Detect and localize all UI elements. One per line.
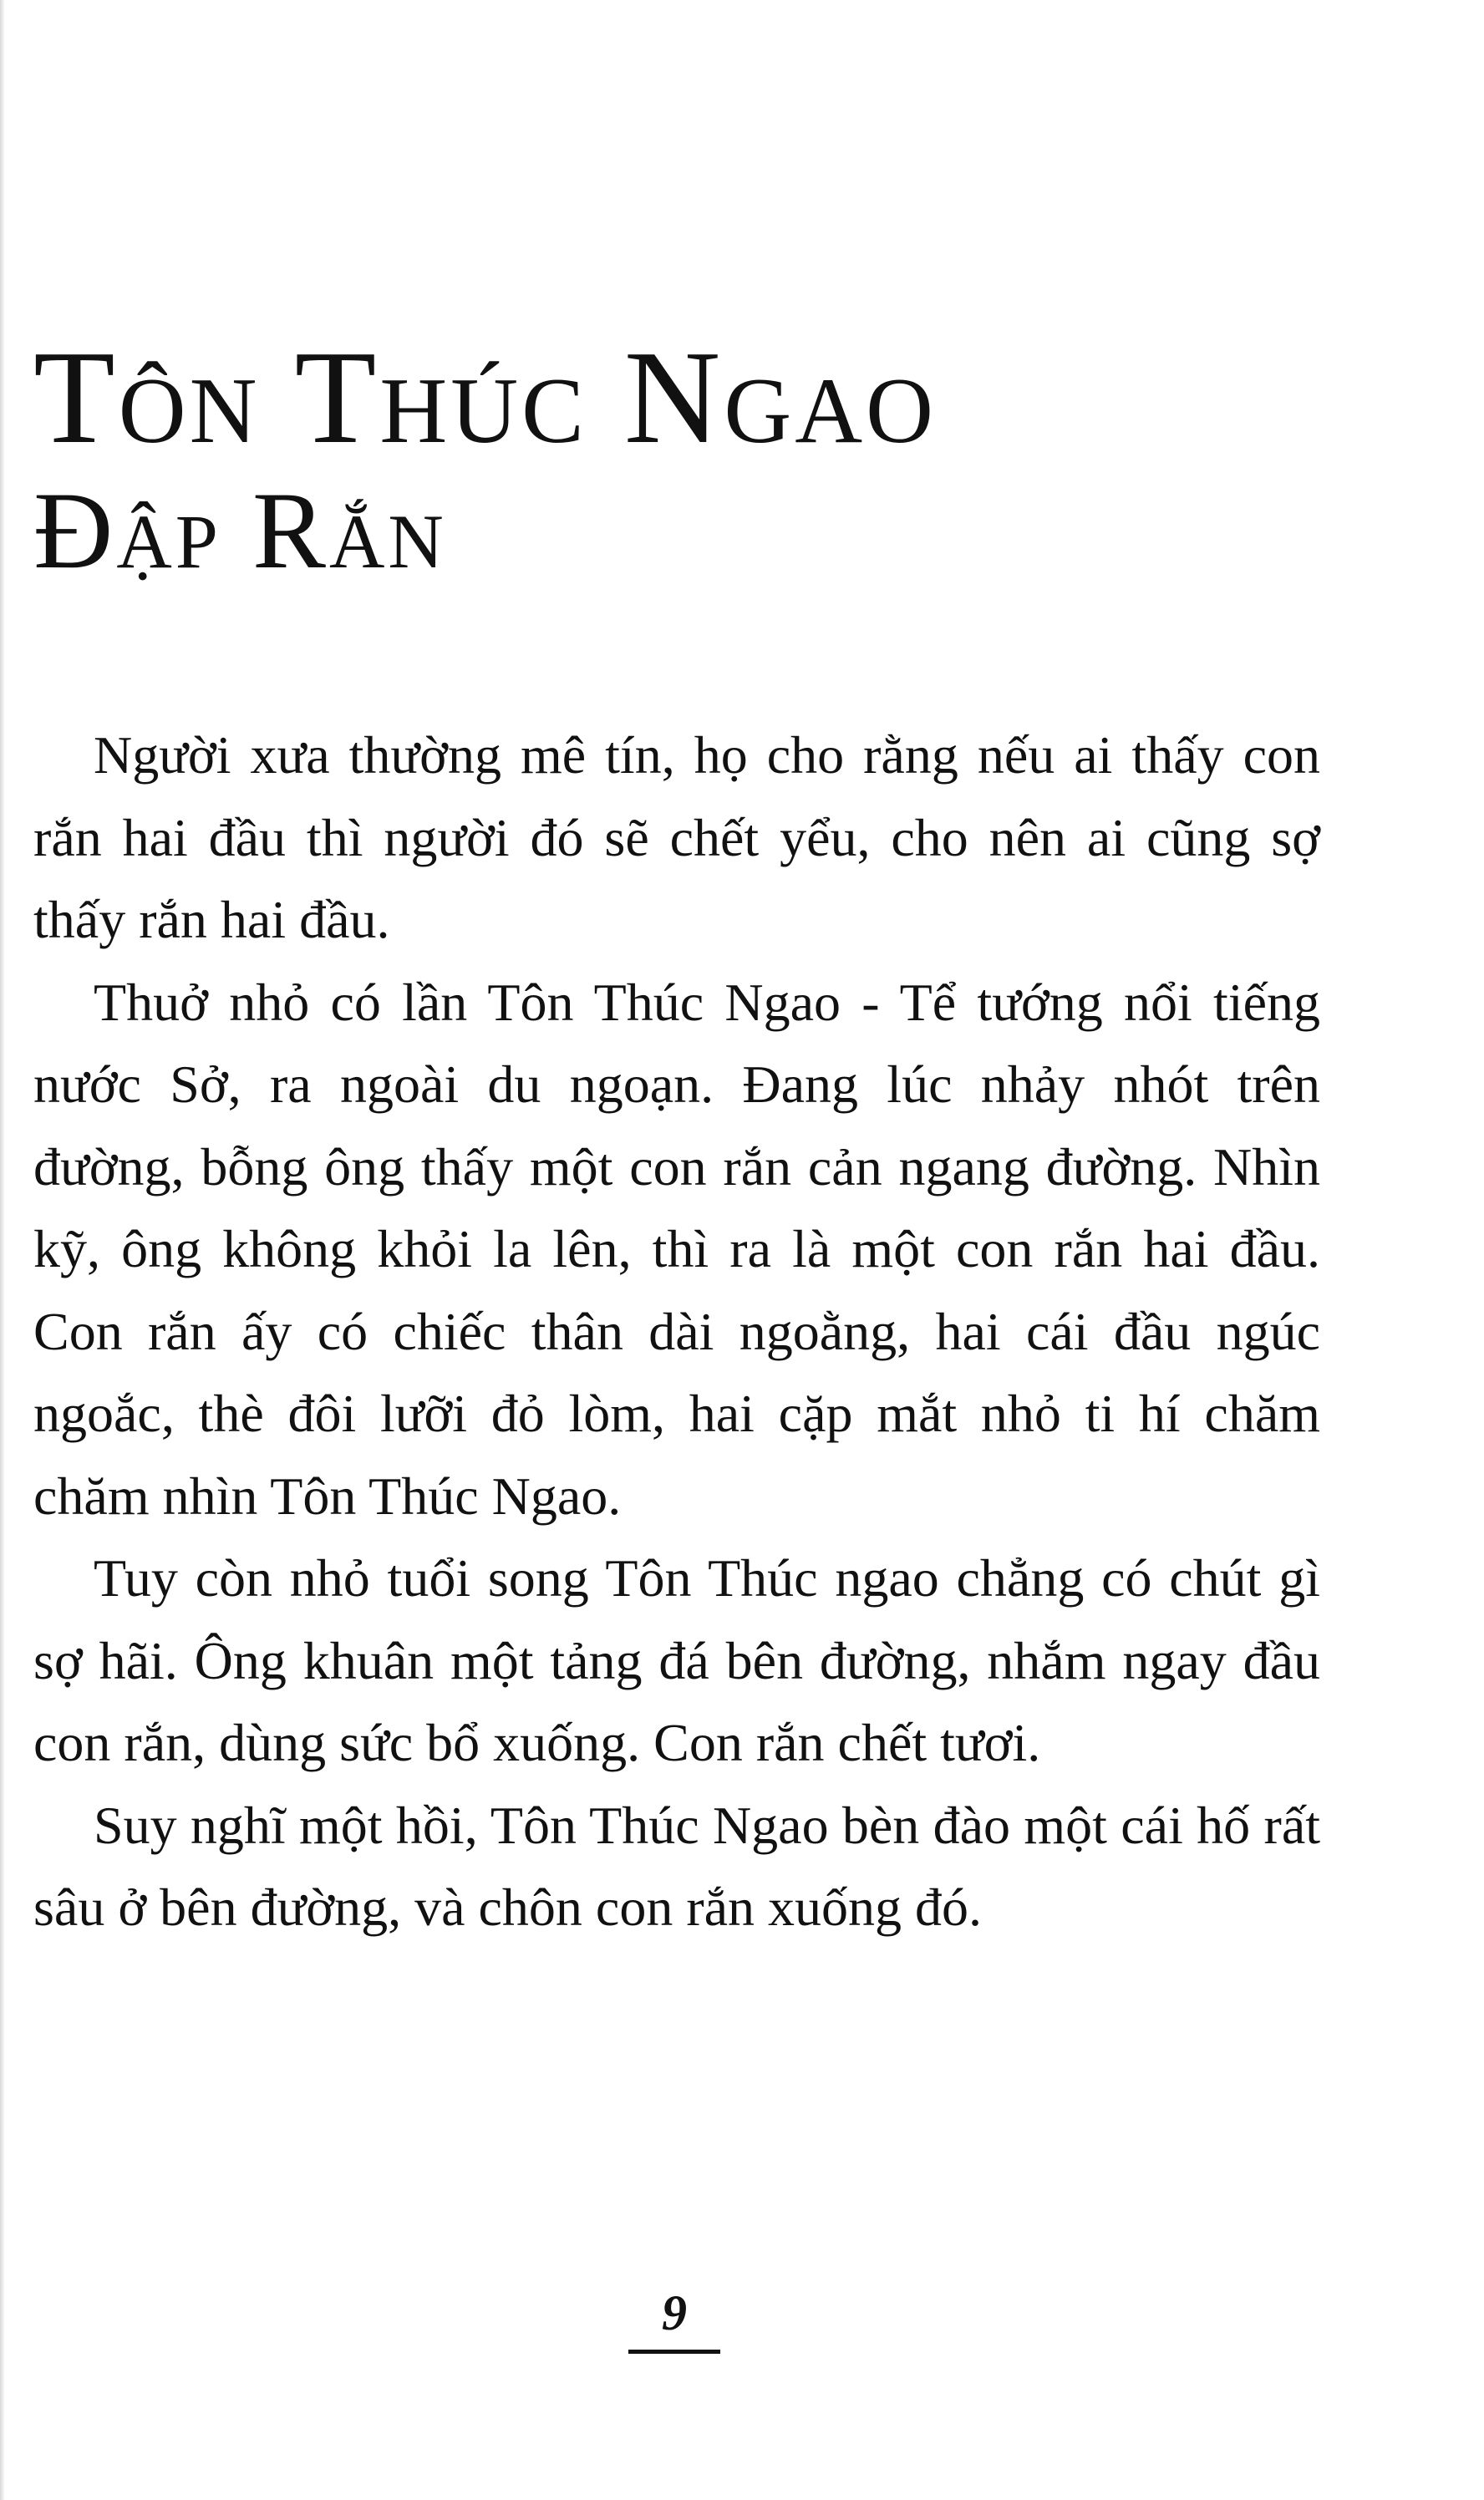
story-body: [33, 714, 1320, 1949]
paragraph-3: Tuy còn nhỏ tuổi song Tôn Thúc ngao chẳng có chút gì sợ hãi. Ông khuân một tảng đá bên đường, nhắm ngay đầu con rắn, dùng sức bổ xuống. Con rắn chết tươi.: [33, 1548, 1320, 1772]
chapter-title: [33, 323, 938, 592]
paragraph-2: Thuở nhỏ có lần Tôn Thúc Ngao - Tể tướng nổi tiếng nước Sở, ra ngoài du ngoạn. Đang lúc nhảy nhót trên đường, bỗng ông thấy một con rắn cản ngang đường. Nhìn kỹ, ông không khỏi la lên, thì ra là một con rắn hai đầu. Con rắn ấy có chiếc thân dài ngoằng, hai cái đầu ngúc ngoắc, thè đôi lưỡi đỏ lòm, hai cặp mắt nhỏ ti hí chăm chăm nhìn Tôn Thúc Ngao.: [33, 972, 1320, 1526]
page-edge-shadow: [0, 0, 5, 2500]
paragraph-4: Suy nghĩ một hồi, Tôn Thúc Ngao bèn đào một cái hố rất sâu ở bên đường, và chôn con rắn xuống đó.: [33, 1795, 1320, 1937]
chapter-title-line-1: Tôn Thúc Ngao: [33, 323, 938, 471]
chapter-title-line-2: Đập Rắn: [33, 469, 447, 592]
page-number-underline: [628, 2350, 720, 2354]
paragraph-1: Người xưa thường mê tín, họ cho rằng nếu ai thấy con rắn hai đầu thì người đó sẽ chết yểu, cho nên ai cũng sợ thấy rắn hai đầu.: [33, 725, 1320, 949]
page-number: 9: [662, 2285, 687, 2340]
